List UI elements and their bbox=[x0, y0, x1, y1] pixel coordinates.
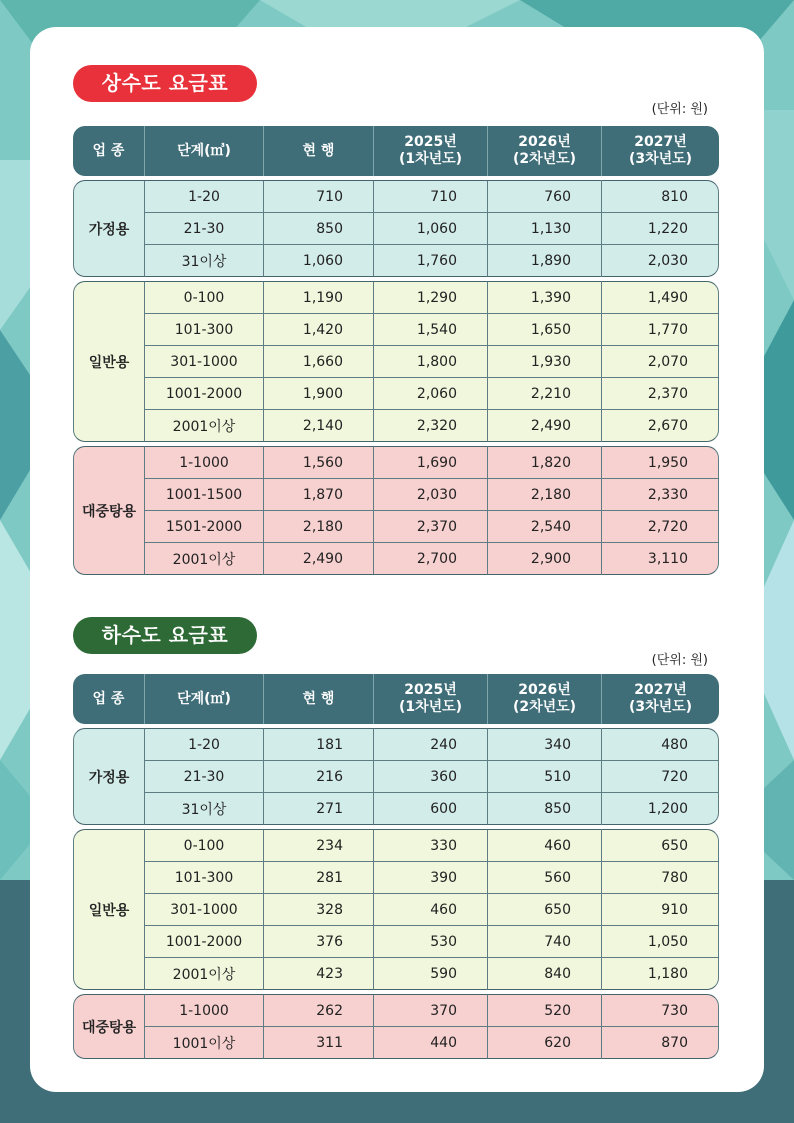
fee-cell: 1,900 bbox=[263, 377, 373, 409]
fee-cell: 1,770 bbox=[601, 313, 719, 345]
step-cell: 1501-2000 bbox=[144, 510, 263, 542]
step-cell: 2001이상 bbox=[144, 409, 263, 442]
step-cell: 1-1000 bbox=[144, 994, 263, 1026]
fee-cell: 311 bbox=[263, 1026, 373, 1059]
fee-cell: 281 bbox=[263, 861, 373, 893]
fee-cell: 340 bbox=[487, 728, 601, 760]
step-cell: 1-20 bbox=[144, 180, 263, 212]
fee-cell: 2,060 bbox=[373, 377, 487, 409]
fee-cell: 730 bbox=[601, 994, 719, 1026]
column-header: 2026년 (2차년도) bbox=[487, 674, 601, 724]
fee-cell: 216 bbox=[263, 760, 373, 792]
water-unit-label: (단위: 원) bbox=[651, 102, 708, 117]
fee-cell: 1,130 bbox=[487, 212, 601, 244]
fee-cell: 1,060 bbox=[263, 244, 373, 277]
fee-cell: 1,650 bbox=[487, 313, 601, 345]
fee-cell: 234 bbox=[263, 829, 373, 861]
fee-cell: 600 bbox=[373, 792, 487, 825]
fee-cell: 376 bbox=[263, 925, 373, 957]
table-row bbox=[73, 760, 719, 792]
table-row bbox=[73, 957, 719, 990]
fee-cell: 2,330 bbox=[601, 478, 719, 510]
water-fee-title: 상수도 요금표 bbox=[73, 65, 257, 102]
fee-cell: 590 bbox=[373, 957, 487, 990]
fee-cell: 1,050 bbox=[601, 925, 719, 957]
fee-cell: 271 bbox=[263, 792, 373, 825]
fee-cell: 870 bbox=[601, 1026, 719, 1059]
step-cell: 2001이상 bbox=[144, 957, 263, 990]
column-header: 2027년 (3차년도) bbox=[601, 674, 719, 724]
column-header: 2025년 (1차년도) bbox=[373, 674, 487, 724]
fee-cell: 520 bbox=[487, 994, 601, 1026]
fee-cell: 1,890 bbox=[487, 244, 601, 277]
table-row bbox=[73, 478, 719, 510]
table-row bbox=[73, 281, 719, 313]
column-header: 2026년 (2차년도) bbox=[487, 126, 601, 176]
fee-cell: 510 bbox=[487, 760, 601, 792]
fee-cell: 560 bbox=[487, 861, 601, 893]
fee-cell: 1,190 bbox=[263, 281, 373, 313]
table-row bbox=[73, 446, 719, 478]
step-cell: 31이상 bbox=[144, 792, 263, 825]
sewer-fee-table bbox=[73, 674, 719, 1059]
step-cell: 21-30 bbox=[144, 212, 263, 244]
fee-cell: 650 bbox=[487, 893, 601, 925]
fee-cell: 2,490 bbox=[487, 409, 601, 442]
fee-cell: 2,030 bbox=[601, 244, 719, 277]
step-cell: 101-300 bbox=[144, 861, 263, 893]
step-cell: 1001이상 bbox=[144, 1026, 263, 1059]
header-row bbox=[73, 674, 719, 724]
fee-cell: 2,670 bbox=[601, 409, 719, 442]
fee-cell: 650 bbox=[601, 829, 719, 861]
fee-cell: 850 bbox=[263, 212, 373, 244]
fee-cell: 262 bbox=[263, 994, 373, 1026]
fee-cell: 710 bbox=[263, 180, 373, 212]
sewer-fee-title: 하수도 요금표 bbox=[73, 617, 257, 654]
fee-cell: 440 bbox=[373, 1026, 487, 1059]
fee-cell: 328 bbox=[263, 893, 373, 925]
fee-cell: 181 bbox=[263, 728, 373, 760]
table-row bbox=[73, 861, 719, 893]
table-row bbox=[73, 212, 719, 244]
fee-cell: 740 bbox=[487, 925, 601, 957]
category-cell: 일반용 bbox=[73, 281, 144, 442]
column-header: 업 종 bbox=[73, 126, 144, 176]
category-cell: 가정용 bbox=[73, 180, 144, 277]
step-cell: 31이상 bbox=[144, 244, 263, 277]
step-cell: 1-20 bbox=[144, 728, 263, 760]
table-row bbox=[73, 313, 719, 345]
header-row bbox=[73, 126, 719, 176]
fee-cell: 1,060 bbox=[373, 212, 487, 244]
table-row bbox=[73, 409, 719, 442]
fee-cell: 2,140 bbox=[263, 409, 373, 442]
fee-cell: 620 bbox=[487, 1026, 601, 1059]
table-row bbox=[73, 542, 719, 575]
fee-cell: 460 bbox=[487, 829, 601, 861]
fee-cell: 2,210 bbox=[487, 377, 601, 409]
column-header: 단계(㎥) bbox=[144, 126, 263, 176]
table-row bbox=[73, 792, 719, 825]
column-header: 현 행 bbox=[263, 674, 373, 724]
fee-cell: 1,950 bbox=[601, 446, 719, 478]
fee-cell: 240 bbox=[373, 728, 487, 760]
fee-cell: 1,870 bbox=[263, 478, 373, 510]
step-cell: 1001-2000 bbox=[144, 925, 263, 957]
column-header: 업 종 bbox=[73, 674, 144, 724]
category-cell: 대중탕용 bbox=[73, 446, 144, 575]
fee-cell: 530 bbox=[373, 925, 487, 957]
fee-cell: 460 bbox=[373, 893, 487, 925]
table-row bbox=[73, 345, 719, 377]
category-cell: 대중탕용 bbox=[73, 994, 144, 1059]
fee-cell: 1,690 bbox=[373, 446, 487, 478]
fee-cell: 840 bbox=[487, 957, 601, 990]
fee-cell: 2,180 bbox=[487, 478, 601, 510]
fee-cell: 330 bbox=[373, 829, 487, 861]
fee-cell: 720 bbox=[601, 760, 719, 792]
table-row bbox=[73, 893, 719, 925]
fee-cell: 1,200 bbox=[601, 792, 719, 825]
step-cell: 0-100 bbox=[144, 281, 263, 313]
table-row bbox=[73, 925, 719, 957]
column-header: 2025년 (1차년도) bbox=[373, 126, 487, 176]
table-row bbox=[73, 510, 719, 542]
fee-cell: 850 bbox=[487, 792, 601, 825]
fee-cell: 2,490 bbox=[263, 542, 373, 575]
fee-cell: 2,030 bbox=[373, 478, 487, 510]
step-cell: 1001-1500 bbox=[144, 478, 263, 510]
fee-cell: 1,290 bbox=[373, 281, 487, 313]
fee-cell: 370 bbox=[373, 994, 487, 1026]
fee-cell: 910 bbox=[601, 893, 719, 925]
fee-cell: 1,390 bbox=[487, 281, 601, 313]
step-cell: 1-1000 bbox=[144, 446, 263, 478]
fee-cell: 760 bbox=[487, 180, 601, 212]
fee-cell: 2,900 bbox=[487, 542, 601, 575]
fee-cell: 360 bbox=[373, 760, 487, 792]
sewer-unit-label: (단위: 원) bbox=[651, 653, 708, 668]
fee-cell: 1,760 bbox=[373, 244, 487, 277]
fee-cell: 1,220 bbox=[601, 212, 719, 244]
fee-cell: 810 bbox=[601, 180, 719, 212]
step-cell: 2001이상 bbox=[144, 542, 263, 575]
table-row bbox=[73, 180, 719, 212]
column-header: 2027년 (3차년도) bbox=[601, 126, 719, 176]
fee-cell: 2,070 bbox=[601, 345, 719, 377]
step-cell: 1001-2000 bbox=[144, 377, 263, 409]
category-cell: 일반용 bbox=[73, 829, 144, 990]
fee-cell: 2,320 bbox=[373, 409, 487, 442]
table-row bbox=[73, 377, 719, 409]
fee-cell: 480 bbox=[601, 728, 719, 760]
fee-cell: 1,930 bbox=[487, 345, 601, 377]
table-row bbox=[73, 829, 719, 861]
step-cell: 301-1000 bbox=[144, 893, 263, 925]
table-row bbox=[73, 994, 719, 1026]
step-cell: 101-300 bbox=[144, 313, 263, 345]
fee-cell: 1,420 bbox=[263, 313, 373, 345]
fee-cell: 423 bbox=[263, 957, 373, 990]
fee-cell: 1,660 bbox=[263, 345, 373, 377]
table-row bbox=[73, 1026, 719, 1059]
table-row bbox=[73, 728, 719, 760]
fee-cell: 3,110 bbox=[601, 542, 719, 575]
fee-cell: 1,560 bbox=[263, 446, 373, 478]
step-cell: 301-1000 bbox=[144, 345, 263, 377]
fee-cell: 2,540 bbox=[487, 510, 601, 542]
step-cell: 21-30 bbox=[144, 760, 263, 792]
fee-cell: 1,490 bbox=[601, 281, 719, 313]
fee-cell: 2,180 bbox=[263, 510, 373, 542]
fee-cell: 2,720 bbox=[601, 510, 719, 542]
fee-cell: 1,180 bbox=[601, 957, 719, 990]
column-header: 현 행 bbox=[263, 126, 373, 176]
fee-cell: 1,820 bbox=[487, 446, 601, 478]
fee-cell: 1,800 bbox=[373, 345, 487, 377]
table-row bbox=[73, 244, 719, 277]
column-header: 단계(㎥) bbox=[144, 674, 263, 724]
fee-cell: 2,370 bbox=[601, 377, 719, 409]
fee-cell: 780 bbox=[601, 861, 719, 893]
step-cell: 0-100 bbox=[144, 829, 263, 861]
fee-cell: 1,540 bbox=[373, 313, 487, 345]
fee-cell: 2,700 bbox=[373, 542, 487, 575]
category-cell: 가정용 bbox=[73, 728, 144, 825]
fee-cell: 390 bbox=[373, 861, 487, 893]
fee-cell: 710 bbox=[373, 180, 487, 212]
water-fee-table bbox=[73, 126, 719, 575]
fee-cell: 2,370 bbox=[373, 510, 487, 542]
